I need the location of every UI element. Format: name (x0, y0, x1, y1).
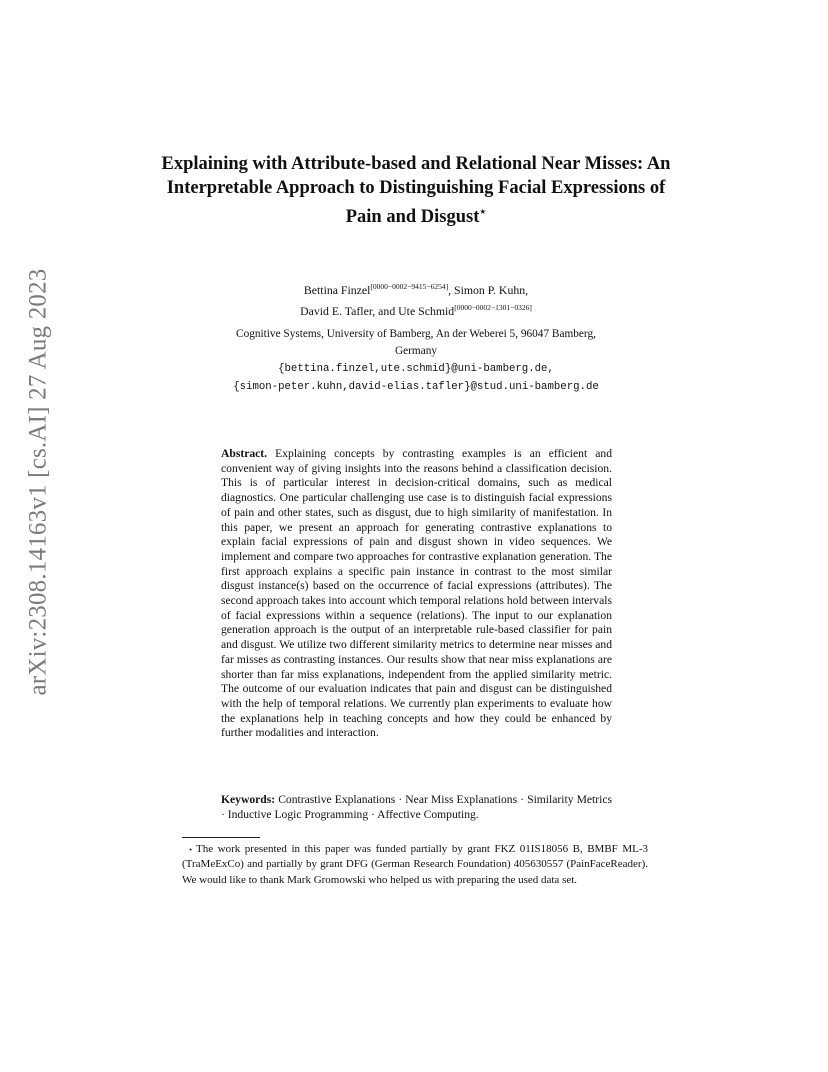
affiliation-line1: Cognitive Systems, University of Bamberg, An der Weberei 5, 96047 Bamberg, (236, 328, 596, 340)
orcid-schmid: [0000−0002−1301−0326] (454, 302, 532, 312)
abstract-text: Explaining concepts by contrasting examples is an efficient and convenient way of giving insights into the reasons behind a classification decision. This is of particular interest in decision-critical domains, such as medical diagnostics. One particular challenging use case is to distinguish facial expressions of pain and other states, such as disgust, due to high similarity of manifestation. In this paper, we present an approach for generating contrastive explanations to explain facial expressions of pain and disgust shown in video sequences. We implement and compare two approaches for contrastive explanation generation. The first approach explains a specific pain instance in contrast to the most similar disgust instance(s) based on the occurrence of facial expressions (attributes). The second approach takes into account which temporal relations hold between intervals of facial expressions within a sequence (relations). The input to our explanation generation approach is the output of an interpretable rule-based classifier for pain and disgust. We utilize two different similarity metrics to determine near misses and far misses as contrasting instances. Our results show that near miss explanations are shorter than far miss explanations, independent from the applied similarity metric. The outcome of our evaluation indicates that pain and disgust can be distinguished with the help of temporal relations. We currently plan experiments to evaluate how the explanations help in teaching concepts and how they could be enhanced by further modalities and interaction. (221, 447, 612, 740)
paper-title (160, 152, 672, 229)
affiliation (150, 326, 682, 396)
orcid-finzel: [0000−0002−9415−6254] (370, 282, 449, 291)
keywords-label: Keywords: (221, 793, 276, 806)
footnote-mark: ⋆ (188, 845, 194, 854)
footnote-text: The work presented in this paper was funded partially by grant FKZ 01IS18056 B, BMBF ML-3 (TraMeExCo) and partially by grant DFG (German Research Foundation) 405630557 (PainFaceReader). We would like to thank Mark Gromowski who helped us with preparing the used data set. (182, 843, 648, 886)
title-footnote-mark: ⋆ (479, 206, 487, 218)
author-line1-a: Bettina Finzel (303, 282, 371, 297)
footnote (182, 842, 648, 888)
abstract (221, 447, 612, 741)
email-line2: {simon-peter.kuhn,david-elias.tafler}@stud.uni-bamberg.de (233, 381, 599, 393)
abstract-label: Abstract. (221, 447, 268, 460)
affiliation-line2: Germany (394, 345, 438, 357)
keywords (221, 793, 612, 822)
keywords-text: Contrastive Explanations · Near Miss Explanations · Similarity Metrics · Inductive Logic Programming · Affective Computing. (221, 793, 612, 821)
email-line1: {bettina.finzel,ute.schmid}@uni-bamberg.de, (278, 363, 554, 375)
arxiv-stamp (18, 268, 58, 696)
footnote-divider (182, 837, 260, 838)
author-line1-b: , Simon P. Kuhn, (448, 282, 529, 297)
author-line2-a: David E. Tafler, and Ute Schmid (300, 303, 455, 318)
author-list (150, 278, 682, 320)
paper-title-text: Explaining with Attribute-based and Relational Near Misses: An Interpretable Approach to Distinguishing Facial Expressions of Pain and Disgust (161, 154, 671, 228)
arxiv-id: arXiv:2308.14163v1 [cs.AI] 27 Aug 2023 (24, 268, 51, 696)
